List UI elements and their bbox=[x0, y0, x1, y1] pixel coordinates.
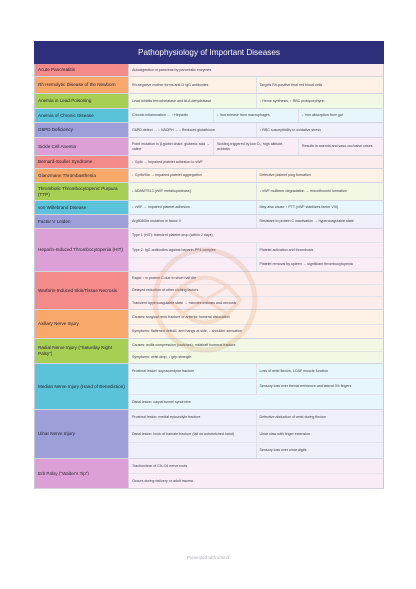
mechanism-cells bbox=[129, 138, 383, 155]
disease-name: Thrombotic Thrombocytopenic Purpura (TTP) bbox=[35, 183, 129, 200]
mechanism-cell: Traction/tear of C5–C6 nerve roots bbox=[132, 463, 188, 468]
mechanism-cells bbox=[129, 64, 383, 76]
mechanism-cell: Resistant to protein C inactivation → hypercoagulable state bbox=[259, 219, 354, 224]
disease-row bbox=[35, 156, 383, 169]
mechanism-line bbox=[129, 138, 383, 155]
disease-name: Heparin-Induced Thrombocytopenia (HIT) bbox=[35, 229, 129, 271]
mechanism-line bbox=[129, 183, 383, 200]
mechanism-cell: Type 1 (HIT): transient platelet drop (within 2 days) bbox=[132, 233, 213, 238]
disease-row bbox=[35, 123, 383, 138]
mechanism-cell: Symptoms: wrist drop, ↓ grip strength bbox=[132, 355, 192, 359]
mechanism-cell: Lead inhibits ferrochelatase and ALA dehydratase bbox=[129, 94, 257, 108]
mechanism-cell: Symptoms: flattened deltoid, arm hangs at side, ↓ shoulder sensation bbox=[132, 329, 242, 333]
mechanism-line bbox=[129, 474, 383, 488]
mechanism-cell: ↓ vWF → Impaired platelet adhesion bbox=[129, 201, 257, 214]
mechanism-cells bbox=[129, 201, 383, 214]
disease-row bbox=[35, 229, 383, 272]
mechanism-line bbox=[129, 94, 383, 108]
mechanism-line bbox=[129, 426, 383, 442]
mechanism-line bbox=[129, 459, 383, 474]
disease-name: Rh Hemolytic Disease of the Newborn bbox=[35, 77, 129, 93]
mechanism-cell: Chronic inflammation → ↑ Hepcidin bbox=[129, 109, 214, 122]
mechanism-line bbox=[129, 395, 383, 409]
mechanism-line bbox=[129, 243, 383, 257]
mechanism-cell: ↓ vWF multimer degradation → microthrombi formation bbox=[259, 189, 347, 194]
mechanism-cells bbox=[129, 410, 383, 458]
mechanism-line bbox=[129, 443, 383, 458]
mechanism-cell: Proximal lesion: supracondylar fracture bbox=[129, 364, 257, 378]
mechanism-cell: Rapid ↓ in protein C due to short half-life bbox=[132, 275, 197, 280]
mechanism-cell: Occurs during delivery or adult trauma bbox=[132, 478, 193, 483]
disease-table-sheet bbox=[34, 41, 384, 489]
mechanism-cells bbox=[129, 215, 383, 228]
mechanism-cell: ↓ Iron absorption from gut bbox=[302, 113, 343, 118]
mechanism-cells bbox=[129, 109, 383, 122]
mechanism-cell: Causes: axilla compression (crutches), midshaft humeral fracture bbox=[132, 342, 236, 347]
mechanism-cell: Sensory loss over ulnar digits bbox=[259, 448, 307, 453]
mechanism-line bbox=[129, 123, 383, 137]
mechanism-cell: Loss of wrist flexion, LOAF muscle function bbox=[259, 368, 329, 373]
mechanism-cell: Results in anemia and vaso-occlusive crises bbox=[302, 144, 373, 149]
mechanism-cell bbox=[129, 258, 257, 271]
mechanism-cell: ↑ RBC susceptibility to oxidative stress bbox=[259, 127, 322, 132]
mechanism-cell: ↓ Iron release from macrophages bbox=[214, 109, 299, 122]
mechanism-line bbox=[129, 379, 383, 394]
mechanism-line bbox=[129, 297, 383, 309]
mechanism-line bbox=[129, 77, 383, 93]
mechanism-cells bbox=[129, 183, 383, 200]
mechanism-cell: Platelet removal by spleen → significant thrombocytopenia bbox=[259, 262, 353, 267]
disease-row bbox=[35, 201, 383, 215]
mechanism-cell: Sensory loss over thenar eminence and lateral 3½ fingers bbox=[259, 384, 352, 389]
mechanism-cell: Distal lesion: hook of hamate fracture (fall on outstretched hand) bbox=[129, 426, 257, 441]
disease-row bbox=[35, 310, 383, 339]
disease-row bbox=[35, 364, 383, 410]
disease-row bbox=[35, 138, 383, 156]
mechanism-cell: Proximal lesion: medial epicondyle fracture bbox=[129, 410, 257, 425]
disease-row bbox=[35, 459, 383, 489]
mechanism-cells bbox=[129, 94, 383, 108]
mechanism-cell: Distal lesion: carpal tunnel syndrome bbox=[132, 399, 191, 404]
disease-name: Radial Nerve Injury ("Saturday Night Palsy") bbox=[35, 339, 129, 363]
mechanism-cells bbox=[129, 310, 383, 338]
mechanism-line bbox=[129, 201, 383, 214]
mechanism-cells bbox=[129, 364, 383, 409]
mechanism-cells bbox=[129, 339, 383, 363]
mechanism-cell: Defective platelet plug formation bbox=[259, 173, 311, 178]
mechanism-cell: ↓ GpIIb/IIIa → Impaired platelet aggregation bbox=[129, 169, 257, 182]
mechanism-cell: Transient hypercoagulable state → microthrombosis and necrosis bbox=[132, 300, 237, 305]
disease-row bbox=[35, 410, 383, 459]
mechanism-cell bbox=[129, 443, 257, 458]
mechanism-cells bbox=[129, 459, 383, 488]
mechanism-line bbox=[129, 410, 383, 426]
disease-name: Anemia of Chronic Disease bbox=[35, 109, 129, 122]
mechanism-line bbox=[129, 364, 383, 379]
disease-row bbox=[35, 109, 383, 123]
mechanism-cell: Rh-negative mother forms anti-D IgG antibodies bbox=[129, 77, 257, 93]
disease-table bbox=[34, 64, 384, 489]
mechanism-line bbox=[129, 339, 383, 352]
mechanism-line bbox=[129, 215, 383, 228]
mechanism-cells bbox=[129, 123, 383, 137]
mechanism-cell: Sickling triggered by low O₂, high altitude, acidosis bbox=[214, 138, 299, 155]
disease-name: Bernard-Soulier Syndrome bbox=[35, 156, 129, 168]
mechanism-line bbox=[129, 229, 383, 243]
mechanism-cell: Targets Rh-positive fetal red blood cells bbox=[259, 82, 323, 87]
mechanism-line bbox=[129, 169, 383, 182]
mechanism-cell: Autodigestion of pancreas by pancreatic enzymes bbox=[132, 67, 212, 72]
mechanism-line bbox=[129, 109, 383, 122]
disease-row bbox=[35, 94, 383, 109]
disease-name: Warfarin-Induced Skin/Tissue Necrosis bbox=[35, 272, 129, 309]
mechanism-cell: Point mutation in β-globin chain: glutamic acid → valine bbox=[129, 138, 214, 155]
mechanism-cell: Delayed reduction of other clotting factors bbox=[132, 288, 199, 293]
mechanism-cell bbox=[129, 379, 257, 393]
disease-name: Acute Pancreatitis bbox=[35, 64, 129, 76]
disease-name: Ulnar Nerve Injury bbox=[35, 410, 129, 458]
mechanism-cell: ↓ Heme synthesis, ↑ RBC protoporphyrin bbox=[259, 98, 325, 103]
mechanism-cells bbox=[129, 169, 383, 182]
mechanism-cell: Ulnar claw with finger extension bbox=[259, 431, 311, 436]
disease-row bbox=[35, 183, 383, 201]
disease-row bbox=[35, 64, 383, 77]
mechanism-line bbox=[129, 272, 383, 285]
mechanism-cell: Defective abduction of wrist during flexion bbox=[259, 415, 326, 420]
disease-name: von Willebrand Disease bbox=[35, 201, 129, 214]
disease-row bbox=[35, 272, 383, 310]
disease-row bbox=[35, 77, 383, 94]
disease-name: Axillary Nerve Injury bbox=[35, 310, 129, 338]
mechanism-cell: Arg506Gln mutation in factor V bbox=[129, 215, 257, 228]
mechanism-cells bbox=[129, 156, 383, 168]
mechanism-line bbox=[129, 325, 383, 339]
mechanism-cell: G6PD defect → ↓ NADPH → ↓ Reduced glutathione bbox=[129, 123, 257, 137]
disease-name: Erb Palsy ("Waiter's Tip") bbox=[35, 459, 129, 488]
mechanism-cell: ↓ GpIb → Impaired platelet adhesion to vWF bbox=[132, 159, 203, 164]
mechanism-line bbox=[129, 258, 383, 271]
disease-name: Anemia in Lead Poisoning bbox=[35, 94, 129, 108]
disease-name: G6PD Deficiency bbox=[35, 123, 129, 137]
page-title: Pathophysiology of Important Diseases bbox=[34, 41, 384, 64]
disease-row bbox=[35, 339, 383, 364]
mechanism-cells bbox=[129, 77, 383, 93]
mechanism-cell: Platelet activation and thrombosis bbox=[259, 247, 314, 252]
mechanism-cell: Type 2: IgG antibodies against heparin-PF4 complex bbox=[129, 243, 257, 256]
mechanism-cell: Causes: surgical neck fracture or anterior humeral dislocation bbox=[132, 314, 230, 319]
mechanism-cell: ↓ ADAMTS13 (vWF metalloprotease) bbox=[129, 183, 257, 200]
disease-name: Factor V Leiden bbox=[35, 215, 129, 228]
mechanism-cells bbox=[129, 229, 383, 271]
disease-name: Median Nerve Injury (Hand of Benediction) bbox=[35, 364, 129, 409]
mechanism-line bbox=[129, 64, 383, 76]
mechanism-line bbox=[129, 352, 383, 364]
disease-row bbox=[35, 169, 383, 183]
mechanism-cell: May also cause ↑ PTT (vWF stabilizes factor VIII) bbox=[259, 205, 338, 210]
mechanism-line bbox=[129, 310, 383, 325]
mechanism-line bbox=[129, 285, 383, 298]
disease-name: Glanzmann Thrombasthenia bbox=[35, 169, 129, 182]
mechanism-cells bbox=[129, 272, 383, 309]
disease-row bbox=[35, 215, 383, 229]
footer-credit: Presented with xmind bbox=[187, 555, 229, 560]
mechanism-line bbox=[129, 156, 383, 168]
disease-name: Sickle Cell Anemia bbox=[35, 138, 129, 155]
